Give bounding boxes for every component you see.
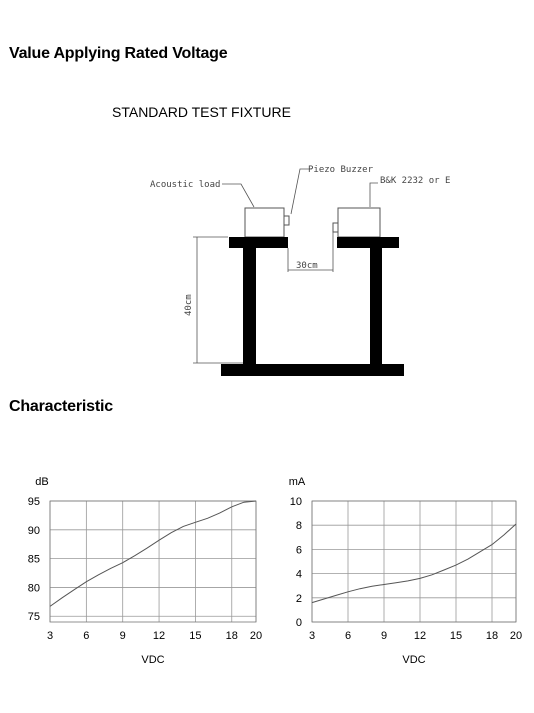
x-tick-label: 6 <box>344 630 352 642</box>
x-tick-label: 3 <box>46 630 54 642</box>
series-line <box>312 524 516 603</box>
y-tick-label: 8 <box>295 520 302 533</box>
x-tick-label: 20 <box>249 630 263 642</box>
dim-height-label: 40cm <box>184 294 194 316</box>
plot-frame <box>312 501 516 622</box>
fixture-title: STANDARD TEST FIXTURE <box>112 104 291 120</box>
y-tick-label: 0 <box>295 617 302 629</box>
label-acoustic-load: Acoustic load <box>150 180 221 190</box>
y-tick-label: 2 <box>295 592 302 605</box>
x-tick-label: 20 <box>509 630 523 642</box>
x-axis-label: VDC <box>402 654 426 666</box>
y-tick-label: 90 <box>27 524 40 537</box>
dim-gap-label: 30cm <box>296 261 318 271</box>
x-axis-label: VDC <box>141 654 165 666</box>
section-title-characteristic: Characteristic <box>9 398 113 415</box>
y-tick-label: 80 <box>27 582 40 595</box>
label-piezo-buzzer: Piezo Buzzer <box>308 165 374 175</box>
label-mic: B&K 2232 or E <box>380 176 451 186</box>
y-tick-label: 6 <box>295 544 302 557</box>
x-tick-label: 6 <box>83 630 90 642</box>
y-axis-label: mA <box>288 476 306 488</box>
x-tick-label: 15 <box>449 630 463 642</box>
y-tick-label: 4 <box>295 568 302 581</box>
x-tick-label: 3 <box>308 630 316 642</box>
x-tick-label: 9 <box>380 630 388 642</box>
x-tick-label: 15 <box>189 630 202 642</box>
y-axis-label: dB <box>35 476 49 488</box>
y-tick-label: 75 <box>27 611 40 624</box>
x-tick-label: 9 <box>119 630 126 642</box>
x-tick-label: 12 <box>152 630 166 642</box>
section-title-rated-voltage: Value Applying Rated Voltage <box>9 45 228 62</box>
x-tick-label: 18 <box>485 630 499 642</box>
y-tick-label: 95 <box>27 496 40 508</box>
x-tick-label: 18 <box>225 630 238 642</box>
x-tick-label: 12 <box>413 630 427 642</box>
y-tick-label: 10 <box>289 496 302 508</box>
y-tick-label: 85 <box>27 553 40 566</box>
